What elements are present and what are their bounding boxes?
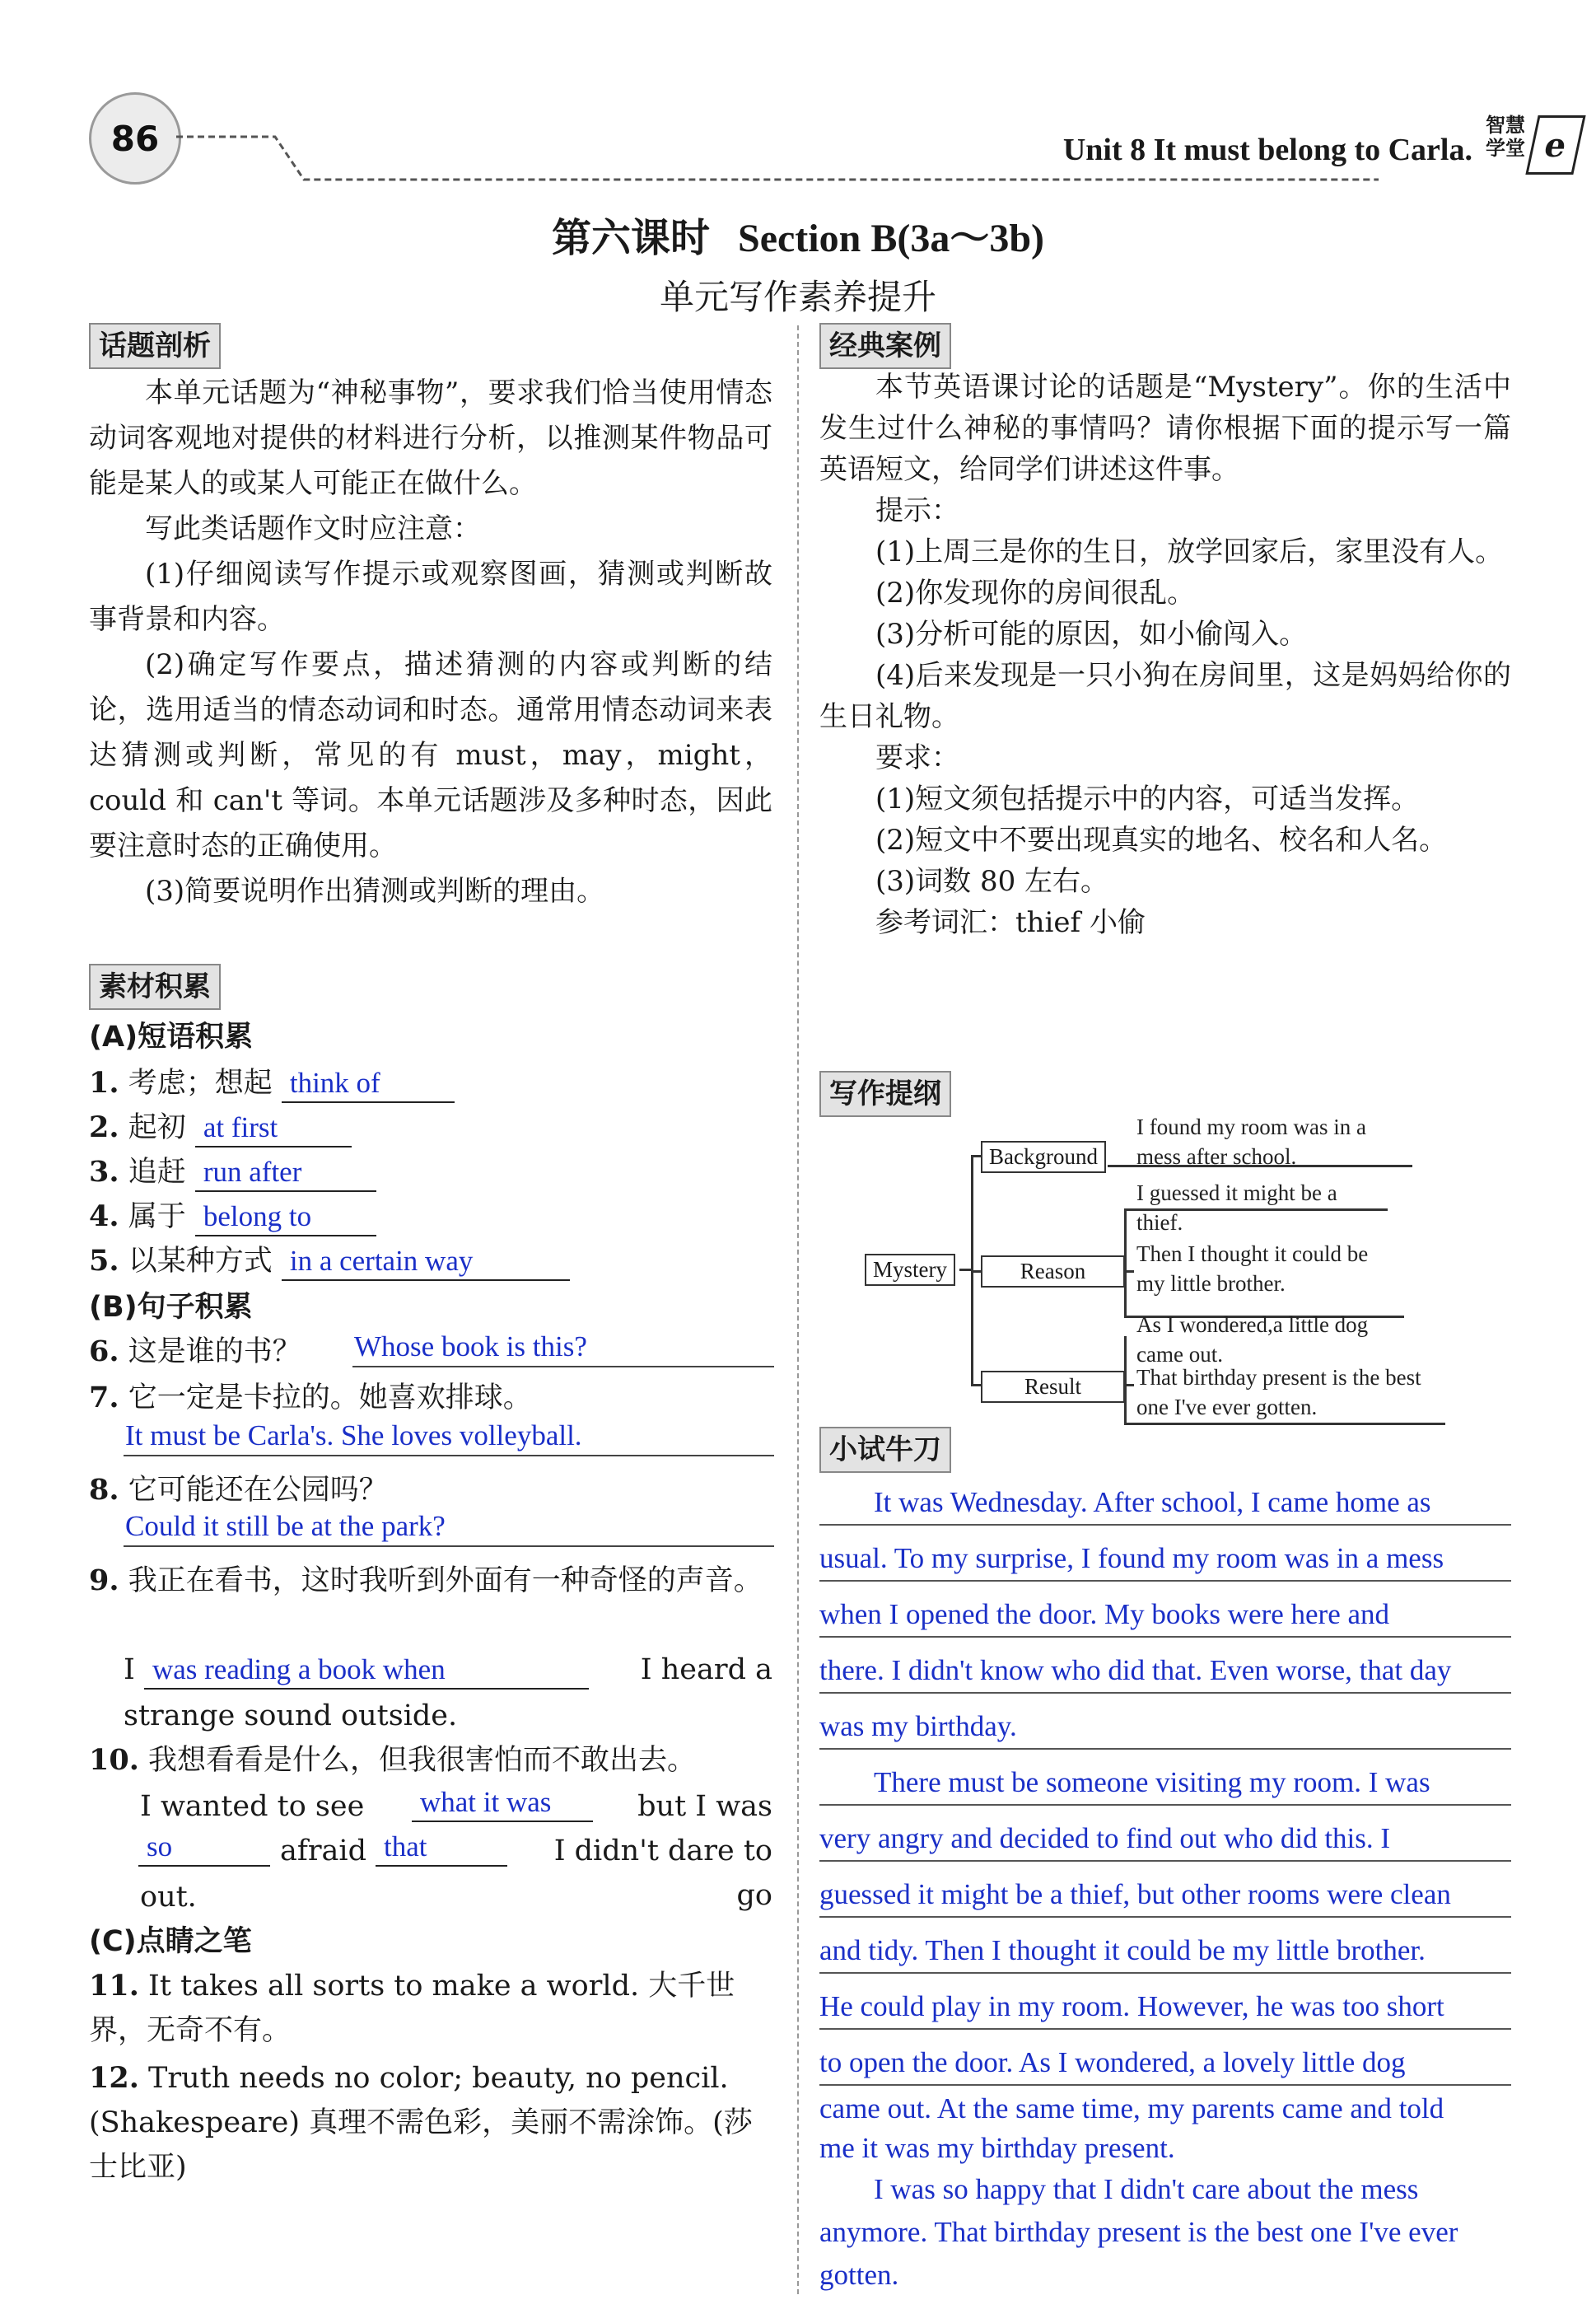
essay-line: very angry and decided to find out who did this. I [819, 1806, 1511, 1862]
sentence-item: 12. Truth needs no color; beauty, no pencil.(Shakespeare) 真理不需色彩，美丽不需涂饰。(莎士比亚) [89, 2061, 753, 2184]
sentence-fill: out. [140, 1881, 197, 1914]
lesson-title-en: Section B(3a～3b) [738, 217, 1045, 260]
case-head: 经典案例 [819, 323, 951, 369]
sentence-fill: I heard a [640, 1653, 772, 1686]
case-para: (2)短文中不要出现真实的地名、校名和人名。 [875, 824, 1448, 857]
case-para: (4)后来发现是一只小狗在房间里，这是妈妈给你的生日礼物。 [819, 659, 1511, 733]
topic-head: 话题剖析 [89, 323, 221, 369]
sentence-fill: I wanted to see [140, 1790, 365, 1823]
answer-blank[interactable]: so [138, 1830, 270, 1867]
unit-title: Unit 8 It must belong to Carla. [1062, 133, 1472, 167]
outline-result-text: That birthday present is the best one I've ever gotten. [1136, 1365, 1421, 1419]
answer-blank[interactable]: run after [195, 1156, 376, 1192]
case-para: 提示： [875, 494, 959, 527]
essay-line: there. I didn't know who did that. Even worse, that day [819, 1638, 1511, 1694]
sentence-head: (B)句子积累 [89, 1291, 253, 1324]
case-para: (3)词数 80 左右。 [875, 865, 1109, 898]
outline-head: 写作提纲 [819, 1071, 951, 1117]
answer-line[interactable]: Could it still be at the park? [124, 1507, 774, 1547]
essay-line: and tidy. Then I thought it could be my little brother. [819, 1918, 1511, 1974]
essay-line: usual. To my surprise, I found my room was in a mess [819, 1526, 1511, 1582]
answer-blank[interactable]: that [376, 1830, 507, 1867]
sentence-fill: but I was [637, 1790, 772, 1823]
essay-line: to open the door. As I wondered, a lovely little dog [819, 2030, 1511, 2086]
page-number: 86 [89, 92, 181, 185]
logo-text: 智慧学堂 [1486, 114, 1525, 160]
lesson-title-cn: 第六课时 [551, 215, 710, 261]
outline-reason: Reason [981, 1255, 1125, 1288]
outline-result-text: As I wondered,a little dog came out. [1136, 1312, 1369, 1367]
answer-blank[interactable]: what it was [412, 1786, 593, 1822]
phrase-item: 3. 追赶 run after [89, 1150, 376, 1194]
answer-blank[interactable]: at first [195, 1111, 352, 1147]
answer-blank[interactable]: in a certain way [282, 1245, 570, 1281]
outline-background: Background [981, 1141, 1106, 1173]
sentence-item: 7. 它一定是卡拉的。她喜欢排球。 [89, 1381, 532, 1414]
topic-para: 本单元话题为“神秘事物”，要求我们恰当使用情态动词客观地对提供的材料进行分析，以推测某件物品可能是某人的或某人可能正在做什么。 [89, 376, 772, 500]
answer-blank[interactable]: was reading a book when [144, 1653, 589, 1690]
outline-reason-text: Then I thought it could be my little brother. [1136, 1241, 1369, 1296]
highlight-head: (C)点睛之笔 [89, 1925, 252, 1958]
phrase-item: 4. 属于 belong to [89, 1194, 376, 1239]
outline-root: Mystery [865, 1254, 955, 1286]
topic-para: (1)仔细阅读写作提示或观察图画，猜测或判断故事背景和内容。 [89, 558, 772, 636]
essay-line: There must be someone visiting my room. I was [819, 1750, 1511, 1806]
outline-result: Result [981, 1371, 1125, 1403]
case-para: (3)分析可能的原因，如小偷闯入。 [875, 618, 1308, 651]
sentence-fill: strange sound outside. [124, 1699, 458, 1732]
essay-line: came out. At the same time, my parents came and told [819, 2092, 1444, 2124]
logo-mark: e [1525, 115, 1585, 175]
phrase-head: (A)短语积累 [89, 1021, 254, 1054]
essay-line: when I opened the door. My books were here and [819, 1582, 1511, 1638]
outline-bg-text: I found my room was in a mess after school. [1136, 1115, 1366, 1169]
sentence-fill: afraid [280, 1835, 367, 1867]
essay-line: He could play in my room. However, he was too short [819, 1974, 1511, 2030]
essay-line: me it was my birthday present. [819, 2132, 1175, 2164]
case-para: (2)你发现你的房间很乱。 [875, 577, 1196, 610]
topic-para: (2)确定写作要点，描述猜测的内容或判断的结论，选用适当的情态动词和时态。通常用情态动词来表达猜测或判断，常见的有 must，may，might，could 和 can't 等词。本单元话题涉及多种时态，因此要注意时态的正确使用。 [89, 648, 772, 862]
case-text [819, 367, 1511, 943]
case-para: (1)上周三是你的生日，放学回家后，家里没有人。 [875, 535, 1504, 568]
answer-line[interactable]: Whose book is this? [352, 1328, 774, 1367]
essay-line: I was so happy that I didn't care about the mess [874, 2173, 1419, 2205]
sentence-fill: I didn't dare to go [553, 1835, 772, 1912]
sentence-item: 8. 它可能还在公园吗？ [89, 1473, 388, 1507]
essay-line: guessed it might be a thief, but other rooms were clean [819, 1862, 1511, 1918]
lesson-title [0, 206, 1596, 263]
answer-blank[interactable]: belong to [195, 1200, 376, 1236]
phrase-item: 5. 以某种方式 in a certain way [89, 1239, 570, 1283]
case-para: (1)短文须包括提示中的内容，可适当发挥。 [875, 783, 1420, 816]
outline-diagram [819, 1114, 1511, 1419]
phrase-item: 2. 起初 at first [89, 1105, 352, 1150]
lesson-subtitle: 单元写作素养提升 [659, 277, 936, 317]
essay-line: anymore. That birthday present is the best one I've ever [819, 2216, 1458, 2248]
essay-line: was my birthday. [819, 1694, 1511, 1750]
essay-line: gotten. [819, 2259, 899, 2291]
topic-para: (3)简要说明作出猜测或判断的理由。 [145, 875, 605, 908]
sentence-item: 6. 这是谁的书？ [89, 1334, 301, 1368]
outline-reason-text: I guessed it might be a thief. [1136, 1180, 1337, 1235]
answer-line[interactable]: It must be Carla's. She loves volleyball. [124, 1417, 774, 1456]
case-para: 参考词汇：thief 小偷 [875, 906, 1146, 939]
case-para: 本节英语课讨论的话题是“Mystery”。你的生活中发生过什么神秘的事情吗？请你根据下面的提示写一篇英语短文，给同学们讲述这件事。 [819, 371, 1511, 486]
phrase-item: 1. 考虑；想起 think of [89, 1061, 455, 1105]
essay-line: It was Wednesday. After school, I came home as [819, 1470, 1511, 1526]
sentence-item: 10. 我想看看是什么，但我很害怕而不敢出去。 [89, 1743, 697, 1777]
material-head: 素材积累 [89, 964, 221, 1010]
answer-blank[interactable]: think of [282, 1067, 455, 1103]
try-head: 小试牛刀 [819, 1427, 951, 1473]
sentence-item: 9. 我正在看书，这时我听到外面有一种奇怪的声音。 [89, 1563, 763, 1597]
sentence-item: 11. It takes all sorts to make a world. 大千世界，无奇不有。 [89, 1969, 735, 2047]
topic-para: 写此类话题作文时应注意： [145, 512, 481, 545]
column-divider [797, 325, 799, 2294]
topic-analysis [89, 371, 772, 914]
case-para: 要求： [875, 741, 959, 774]
sentence-fill: I was reading a book when [124, 1648, 589, 1692]
